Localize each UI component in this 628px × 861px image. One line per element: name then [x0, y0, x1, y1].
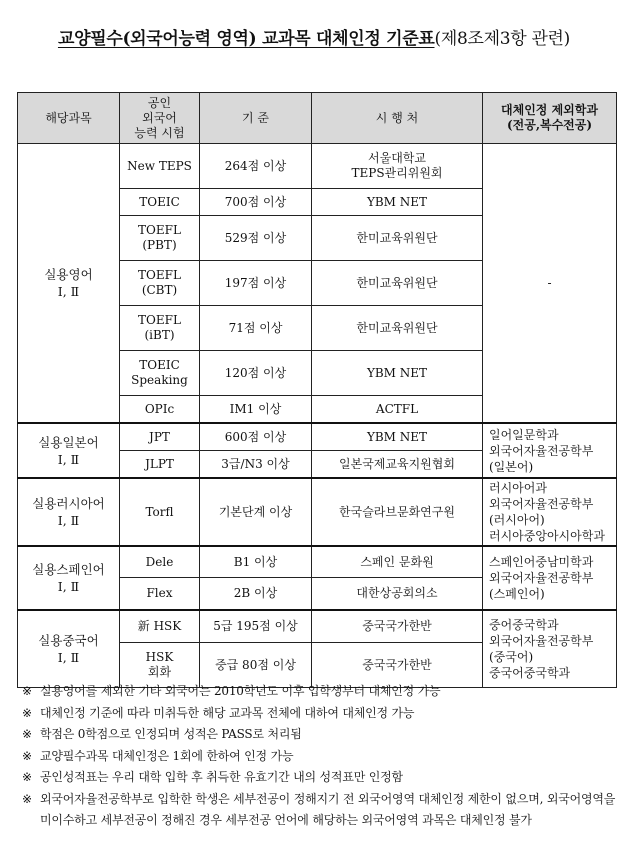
agency-cell [312, 261, 483, 306]
note-bullet-icon: ※ [22, 684, 32, 698]
exam-name: New TEPS [127, 158, 192, 173]
note-text: 외국어자율전공학부로 입학한 학생은 세부전공이 정해지기 전 외국어영역 대체인정 제한이 없으며, 외국어영역을 미이수하고 세부전공이 정해진 경우 세부전공 언어에 해당하는 외국어영역 과목은 대체인정 불가 [40, 791, 616, 827]
exam-cell [120, 610, 200, 643]
excluded-dept: (러시아어) [489, 513, 545, 527]
subject-level: Ⅰ, Ⅱ [57, 284, 80, 299]
subject-cell [18, 423, 120, 478]
agency-cell [312, 451, 483, 479]
subject-cell [18, 478, 120, 546]
criteria-cell: 2B 이상 [200, 578, 312, 611]
agency-cell [312, 189, 483, 216]
note-bullet-icon: ※ [22, 770, 32, 784]
excluded-dept: (일본어) [489, 459, 534, 474]
subject-level: Ⅰ, Ⅱ [57, 650, 80, 665]
criteria-cell: 71점 이상 [200, 306, 312, 351]
excluded-dept-cell [483, 610, 617, 688]
excluded-dept: 중어중국학과 [489, 618, 559, 632]
agency-name: ACTFL [375, 401, 419, 416]
excluded-dept: 스페인어중남미학과 [489, 555, 594, 569]
agency-name: TEPS관리위원회 [351, 166, 443, 180]
agency-name: 중국국가한반 [362, 619, 432, 633]
header-excluded [483, 93, 617, 144]
agency-name: 한미교육위원단 [356, 230, 438, 245]
table-row [18, 423, 617, 451]
excluded-dept: (중국어) [489, 650, 534, 664]
criteria-cell: 5급 195점 이상 [200, 610, 312, 643]
exam-name: 회화 [147, 665, 172, 679]
criteria-cell: B1 이상 [200, 546, 312, 578]
exam-name: TOEFL [138, 313, 181, 327]
agency-name: 한미교육위원단 [356, 320, 438, 335]
exam-name: TOEFL [138, 223, 181, 237]
exam-name: TOEIC [139, 194, 180, 209]
exam-name: (PBT) [142, 238, 177, 252]
subject-name: 실용스페인어 [32, 562, 105, 577]
header-exam [120, 93, 200, 144]
note-item [22, 789, 618, 832]
subject-cell [18, 144, 120, 424]
exam-cell [120, 423, 200, 451]
agency-cell [312, 610, 483, 643]
subject-name: 실용일본어 [38, 434, 99, 450]
subject-level: Ⅰ, Ⅱ [57, 513, 80, 528]
excluded-dept: 외국어자율전공학부 [489, 571, 594, 585]
exam-name: TOEIC [139, 358, 180, 372]
exam-cell [120, 578, 200, 611]
criteria-cell: 197점 이상 [200, 261, 312, 306]
agency-cell [312, 546, 483, 578]
exam-name: JLPT [145, 456, 174, 471]
exam-name: (iBT) [144, 328, 175, 342]
subject-name: 실용영어 [44, 267, 93, 282]
notes-section [22, 681, 618, 832]
criteria-cell: 600점 이상 [200, 423, 312, 451]
note-bullet-icon: ※ [22, 727, 32, 741]
note-item [22, 767, 618, 789]
note-bullet-icon: ※ [22, 705, 32, 720]
excluded-dept-cell [483, 546, 617, 610]
header-exam-line: 외국어 [142, 110, 177, 125]
table-header-row [18, 93, 617, 144]
header-exam-line: 공인 [147, 95, 172, 110]
exam-name: Torfl [145, 504, 174, 519]
title-main: 교양필수(외국어능력 영역) 교과목 대체인정 기준표 [57, 29, 435, 49]
criteria-cell: IM1 이상 [200, 396, 312, 424]
header-subject: 해당과목 [18, 93, 120, 144]
exam-cell [120, 144, 200, 189]
note-item [22, 703, 618, 725]
exam-name: TOEFL [138, 268, 181, 282]
criteria-cell: 기본단계 이상 [200, 478, 312, 546]
criteria-cell: 264점 이상 [200, 144, 312, 189]
excluded-dept: 외국어자율전공학부 [489, 497, 594, 511]
subject-cell [18, 546, 120, 610]
criteria-cell: 529점 이상 [200, 216, 312, 261]
document-title [0, 24, 628, 49]
agency-cell [312, 423, 483, 451]
table-row [18, 610, 617, 643]
subject-cell [18, 610, 120, 688]
note-text: 실용영어를 제외한 기타 외국어는 2010학년도 이후 입학생부터 대체인정 가능 [40, 684, 441, 698]
exam-cell [120, 396, 200, 424]
exam-name: Flex [146, 586, 173, 600]
excluded-dept: 외국어자율전공학부 [489, 443, 594, 458]
agency-cell [312, 306, 483, 351]
criteria-cell: 중급 80점 이상 [200, 643, 312, 688]
criteria-cell: 120점 이상 [200, 351, 312, 396]
agency-cell [312, 351, 483, 396]
excluded-dept: (스페인어) [489, 587, 545, 601]
exam-cell [120, 189, 200, 216]
exam-name: Dele [145, 554, 174, 569]
note-item [22, 746, 618, 768]
agency-name: 일본국제교육지원협회 [339, 456, 455, 471]
agency-name: YBM NET [366, 429, 428, 444]
exam-name: 新 HSK [137, 619, 182, 633]
excluded-dept: - [547, 275, 552, 290]
agency-name: 한국슬라브문화연구원 [339, 504, 455, 519]
agency-cell [312, 478, 483, 546]
exam-cell [120, 451, 200, 479]
agency-name: 한미교육위원단 [356, 275, 438, 290]
note-bullet-icon: ※ [22, 791, 32, 806]
note-text: 대체인정 기준에 따라 미취득한 해당 교과목 전체에 대하여 대체인정 가능 [40, 705, 415, 720]
table-row [18, 144, 617, 189]
excluded-dept-cell [483, 144, 617, 424]
exam-name: (CBT) [141, 283, 178, 297]
excluded-dept-cell [483, 423, 617, 478]
note-text: 공인성적표는 우리 대학 입학 후 취득한 유효기간 내의 성적표만 인정함 [40, 770, 403, 784]
exam-cell [120, 546, 200, 578]
header-agency: 시 행 처 [312, 93, 483, 144]
table-row [18, 478, 617, 546]
exam-cell [120, 261, 200, 306]
note-item [22, 681, 618, 703]
exam-cell [120, 306, 200, 351]
note-bullet-icon: ※ [22, 748, 32, 763]
exam-name: JPT [149, 429, 170, 444]
note-item [22, 724, 618, 746]
excluded-dept: 일어일문학과 [489, 427, 559, 442]
title-sub: (제8조제3항 관련) [434, 29, 571, 49]
exam-name: OPIc [144, 401, 175, 416]
table-row [18, 546, 617, 578]
subject-level: Ⅰ, Ⅱ [57, 451, 80, 467]
criteria-cell: 700점 이상 [200, 189, 312, 216]
agency-cell [312, 144, 483, 189]
agency-cell [312, 578, 483, 611]
header-criteria: 기 준 [200, 93, 312, 144]
exam-cell [120, 216, 200, 261]
agency-name: 서울대학교 [368, 151, 426, 165]
agency-cell [312, 216, 483, 261]
agency-name: YBM NET [366, 194, 428, 209]
header-excluded-line: 대체인정 제외학과 [501, 103, 598, 117]
header-excluded-line: (전공,복수전공) [506, 118, 593, 132]
note-text: 학점은 0학점으로 인정되며 성적은 PASS로 처리됨 [40, 727, 302, 741]
agency-cell [312, 396, 483, 424]
agency-name: 중국국가한반 [362, 657, 432, 672]
excluded-dept-cell [483, 478, 617, 546]
exam-name: HSK [145, 650, 174, 664]
subject-name: 실용러시아어 [32, 496, 105, 511]
criteria-cell: 3급/N3 이상 [200, 451, 312, 479]
excluded-dept: 러시아어과 [489, 481, 547, 495]
note-text: 교양필수과목 대체인정은 1회에 한하여 인정 가능 [40, 748, 294, 763]
agency-name: 스페인 문화원 [360, 554, 434, 569]
agency-name: 대한상공회의소 [356, 586, 438, 600]
excluded-dept: 외국어자율전공학부 [489, 634, 594, 648]
exam-cell [120, 478, 200, 546]
agency-name: YBM NET [366, 365, 428, 380]
subject-name: 실용중국어 [38, 633, 99, 648]
excluded-dept: 중국어중국학과 [489, 666, 571, 680]
header-exam-line: 능력 시험 [134, 125, 185, 140]
standards-table [17, 92, 617, 688]
exam-name: Speaking [131, 373, 188, 387]
exam-cell [120, 351, 200, 396]
excluded-dept: 러시아중앙아시아학과 [489, 529, 605, 543]
subject-level: Ⅰ, Ⅱ [57, 579, 80, 594]
